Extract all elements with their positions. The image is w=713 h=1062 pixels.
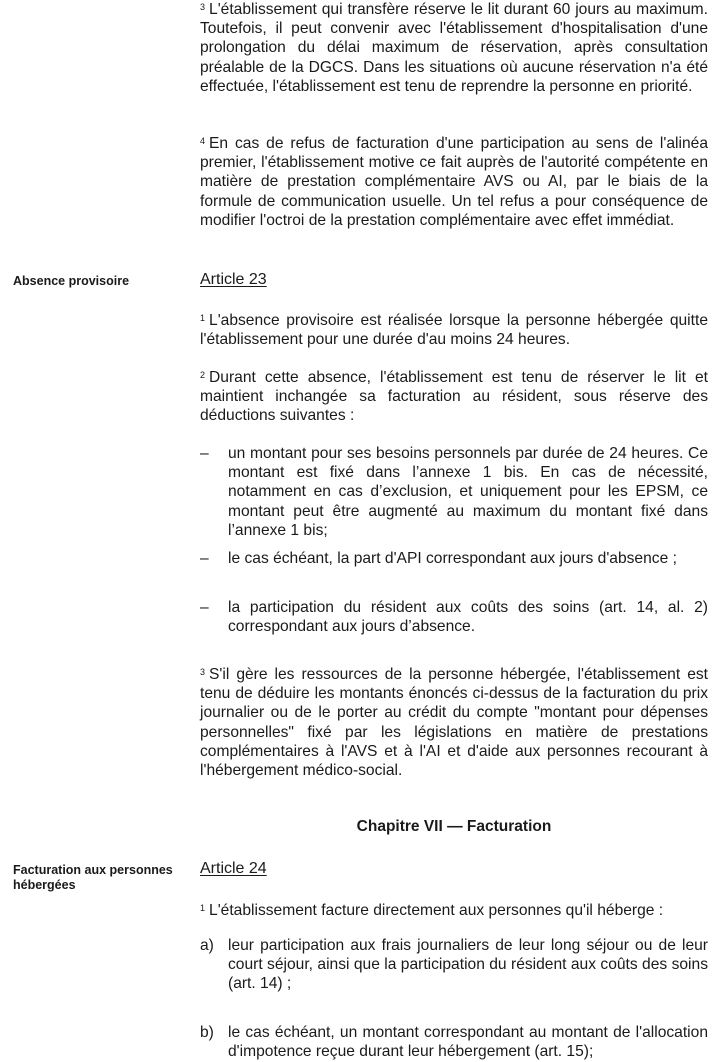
- list-item-text: le cas échéant, la part d'API correspondant aux jours d'absence ;: [228, 550, 677, 567]
- list-item: [200, 936, 708, 994]
- list-item-text: leur participation aux frais journaliers de leur long séjour ou de leur court séjour, ainsi que la participation du résident aux coûts des soins (art. 14) ;: [228, 937, 708, 993]
- list-dash: –: [200, 445, 209, 462]
- chapter-heading: Chapitre VII — Facturation: [356, 818, 552, 835]
- list-dash: –: [200, 599, 209, 616]
- paragraph-text: L'absence provisoire est réalisée lorsque la personne hébergée quitte l'établissement pour une durée d'au moins 24 heures.: [200, 312, 708, 349]
- list-dash: –: [200, 550, 209, 567]
- list-item-text: la participation du résident aux coûts des soins (art. 14, al. 2) correspondant aux jours d’absence.: [228, 599, 708, 636]
- margin-title-facturation: Facturation aux personnes hébergées: [13, 863, 173, 892]
- paragraph-text: S'il gère les ressources de la personne hébergée, l'établissement est tenu de déduire les montants énoncés ci-dessus de la facturation du prix journalier ou de le porter au crédit du compte "montant pour dépenses personnelles" fixé par les législations en matière de prestations complémentaires à l'AVS et à l'AI et d'aide aux personnes recourant à l'hébergement médico-social.: [200, 666, 708, 780]
- paragraph-23-2: [200, 368, 708, 426]
- paragraph-number: 2: [200, 370, 206, 380]
- article-23-heading: Article 23: [200, 271, 267, 288]
- paragraph-text: L'établissement qui transfère réserve le lit durant 60 jours au maximum. Toutefois, il peut convenir avec l'établissement d'hospitalisation d'une prolongation du délai maximum de réservation, après consultation préalable de la DGCS. Dans les situations où aucune réservation n'a été effectuée, l'établissement est tenu de reprendre la personne en priorité.: [200, 1, 708, 95]
- paragraph-23-3: [200, 665, 708, 780]
- list-letter: b): [200, 1024, 214, 1041]
- list-item: [200, 444, 708, 540]
- paragraph-23-1: [200, 311, 708, 349]
- list-item-text: un montant pour ses besoins personnels par durée de 24 heures. Ce montant est fixé dans l’annexe 1 bis. En cas de nécessité, notamment en cas d’exclusion, et uniquement pour les EPSM, ce montant peut être augmenté au maximum du montant fixé dans l’annexe 1 bis;: [228, 445, 708, 539]
- margin-title-absence-provisoire: Absence provisoire: [13, 274, 130, 288]
- list-item: [200, 549, 708, 568]
- list-letter: a): [200, 937, 214, 954]
- paragraph-number: 3: [200, 667, 206, 677]
- paragraph-number: 1: [200, 903, 206, 913]
- paragraph-text: En cas de refus de facturation d'une participation au sens de l'alinéa premier, l'établissement motive ce fait auprès de l'autorité compétente en matière de prestation complémentaire AVS ou AI, par le biais de la formule de communication usuelle. Un tel refus a pour conséquence de modifier l'octroi de la prestation complémentaire avec effet immédiat.: [200, 135, 708, 229]
- paragraph-text: L'établissement facture directement aux personnes qu'il héberge :: [209, 902, 664, 919]
- paragraph-24-1: [200, 901, 708, 920]
- paragraph-number: 1: [200, 313, 206, 323]
- paragraph-22-4: [200, 134, 708, 230]
- list-item-text: le cas échéant, un montant correspondant au montant de l'allocation d'impotence reçue durant leur hébergement (art. 15);: [228, 1024, 708, 1061]
- article-24-heading: Article 24: [200, 860, 267, 877]
- list-item: [200, 1023, 708, 1061]
- paragraph-number: 4: [200, 136, 206, 146]
- paragraph-number: 3: [200, 2, 206, 12]
- paragraph-22-3: [200, 0, 708, 96]
- list-item: [200, 598, 708, 636]
- paragraph-text: Durant cette absence, l'établissement est tenu de réserver le lit et maintient inchangée sa facturation au résident, sous réserve des déductions suivantes :: [200, 369, 708, 425]
